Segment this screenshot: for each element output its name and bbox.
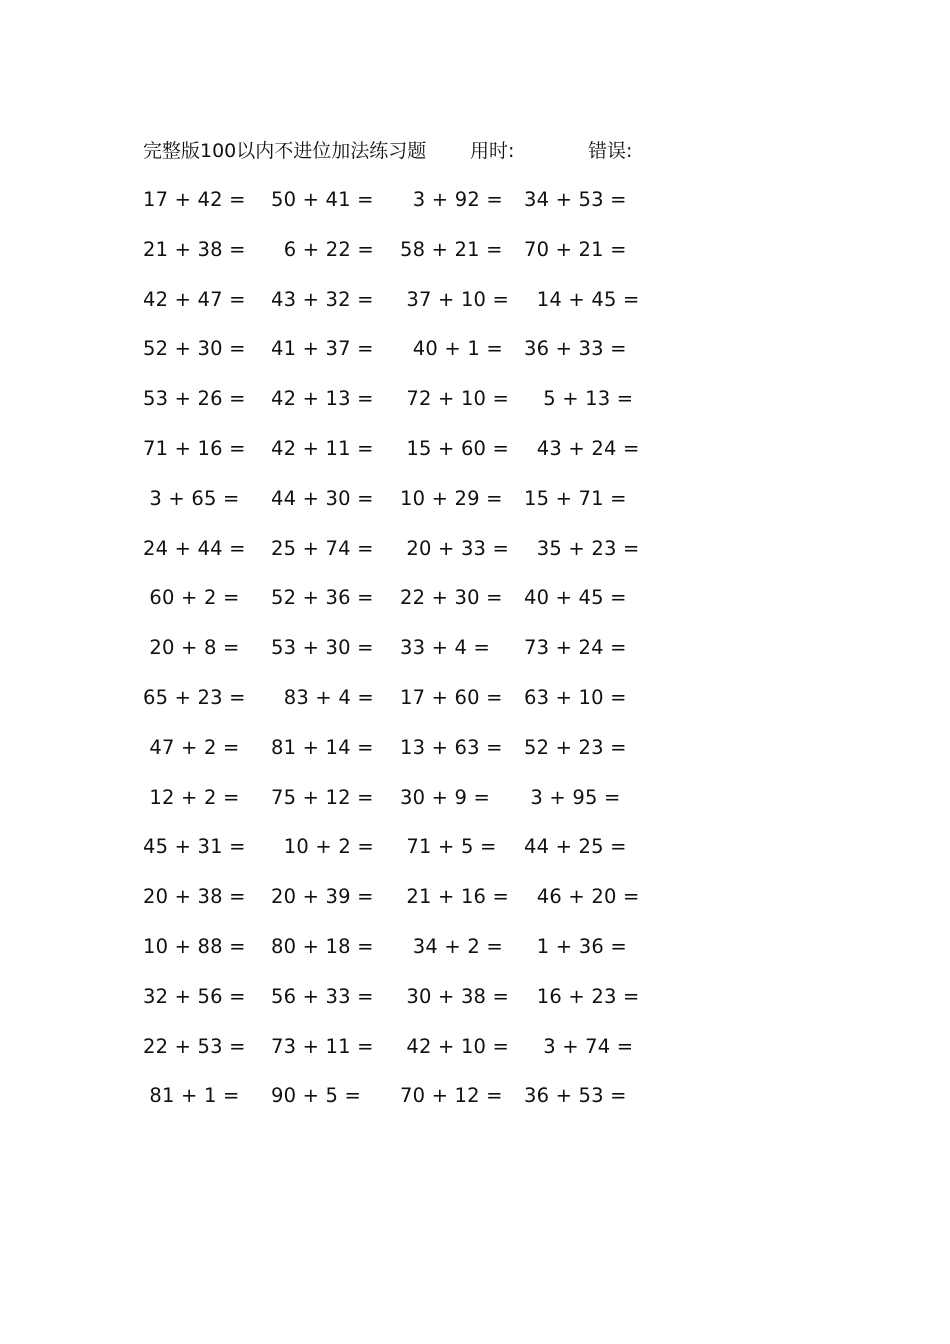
addition-problem: 30 + 38 = <box>400 984 510 1008</box>
addition-problem: 3 + 65 = <box>143 486 240 510</box>
addition-problem: 63 + 10 = <box>524 685 627 709</box>
addition-problem: 3 + 95 = <box>524 785 621 809</box>
addition-problem: 70 + 21 = <box>524 237 627 261</box>
addition-problem: 83 + 4 = <box>271 685 374 709</box>
addition-problem: 71 + 5 = <box>400 835 497 859</box>
addition-problem: 10 + 88 = <box>143 934 246 958</box>
addition-problem: 53 + 26 = <box>143 387 246 411</box>
addition-problem: 12 + 2 = <box>143 785 240 809</box>
addition-problem: 16 + 23 = <box>524 984 640 1008</box>
addition-problem: 80 + 18 = <box>271 934 374 958</box>
addition-problem: 42 + 11 = <box>271 436 374 460</box>
addition-problem: 52 + 30 = <box>143 337 246 361</box>
addition-problem: 10 + 29 = <box>400 486 503 510</box>
addition-problem: 71 + 16 = <box>143 436 246 460</box>
addition-problem: 42 + 10 = <box>400 1034 510 1058</box>
addition-problem: 14 + 45 = <box>524 287 640 311</box>
addition-problem: 46 + 20 = <box>524 885 640 909</box>
addition-problem: 81 + 14 = <box>271 735 374 759</box>
addition-problem: 40 + 1 = <box>400 337 503 361</box>
addition-problem: 22 + 53 = <box>143 1034 246 1058</box>
addition-problem: 34 + 2 = <box>400 934 503 958</box>
addition-problem: 53 + 30 = <box>271 636 374 660</box>
addition-problem: 20 + 38 = <box>143 885 246 909</box>
addition-problem: 45 + 31 = <box>143 835 246 859</box>
addition-problem: 37 + 10 = <box>400 287 510 311</box>
addition-problem: 75 + 12 = <box>271 785 374 809</box>
addition-problem: 10 + 2 = <box>271 835 374 859</box>
addition-problem: 65 + 23 = <box>143 685 246 709</box>
addition-problem: 21 + 38 = <box>143 237 246 261</box>
addition-problem: 41 + 37 = <box>271 337 374 361</box>
addition-problem: 13 + 63 = <box>400 735 503 759</box>
addition-problem: 40 + 45 = <box>524 586 627 610</box>
addition-problem: 36 + 33 = <box>524 337 627 361</box>
addition-problem: 30 + 9 = <box>400 785 491 809</box>
addition-problem: 3 + 74 = <box>524 1034 634 1058</box>
addition-problem: 50 + 41 = <box>271 188 374 211</box>
addition-problem: 20 + 8 = <box>143 636 240 660</box>
addition-problem: 34 + 53 = <box>524 188 627 211</box>
addition-problem: 42 + 47 = <box>143 287 246 311</box>
addition-problem: 32 + 56 = <box>143 984 246 1008</box>
addition-problem: 24 + 44 = <box>143 536 246 560</box>
addition-problem: 43 + 32 = <box>271 287 374 311</box>
addition-problem: 22 + 30 = <box>400 586 503 610</box>
addition-problem: 36 + 53 = <box>524 1084 627 1108</box>
worksheet-title: 完整版100以内不进位加法练习题 <box>143 140 427 162</box>
time-used-label: 用时: <box>470 140 515 162</box>
addition-problem: 42 + 13 = <box>271 387 374 411</box>
addition-problem: 21 + 16 = <box>400 885 510 909</box>
addition-problem: 73 + 11 = <box>271 1034 374 1058</box>
addition-problem: 15 + 60 = <box>400 436 510 460</box>
addition-problem: 52 + 36 = <box>271 586 374 610</box>
errors-label: 错误: <box>588 140 633 162</box>
addition-problem: 15 + 71 = <box>524 486 627 510</box>
addition-problem: 47 + 2 = <box>143 735 240 759</box>
addition-problem: 33 + 4 = <box>400 636 491 660</box>
addition-problem: 25 + 74 = <box>271 536 374 560</box>
addition-problem: 56 + 33 = <box>271 984 374 1008</box>
addition-problem: 35 + 23 = <box>524 536 640 560</box>
addition-problem: 20 + 39 = <box>271 885 374 909</box>
addition-problem: 90 + 5 = <box>271 1084 362 1108</box>
addition-problem: 44 + 25 = <box>524 835 627 859</box>
addition-problem: 81 + 1 = <box>143 1084 240 1108</box>
addition-problem: 70 + 12 = <box>400 1084 503 1108</box>
addition-problem: 20 + 33 = <box>400 536 510 560</box>
addition-problem: 58 + 21 = <box>400 237 503 261</box>
addition-problem: 3 + 92 = <box>400 188 503 211</box>
addition-problem: 72 + 10 = <box>400 387 510 411</box>
addition-problem: 44 + 30 = <box>271 486 374 510</box>
addition-problem: 5 + 13 = <box>524 387 634 411</box>
addition-problem: 43 + 24 = <box>524 436 640 460</box>
addition-problem: 60 + 2 = <box>143 586 240 610</box>
addition-problem: 6 + 22 = <box>271 237 374 261</box>
addition-problem: 1 + 36 = <box>524 934 627 958</box>
addition-problem: 73 + 24 = <box>524 636 627 660</box>
addition-problem: 52 + 23 = <box>524 735 627 759</box>
addition-problem: 17 + 60 = <box>400 685 503 709</box>
addition-problem: 17 + 42 = <box>143 188 246 211</box>
